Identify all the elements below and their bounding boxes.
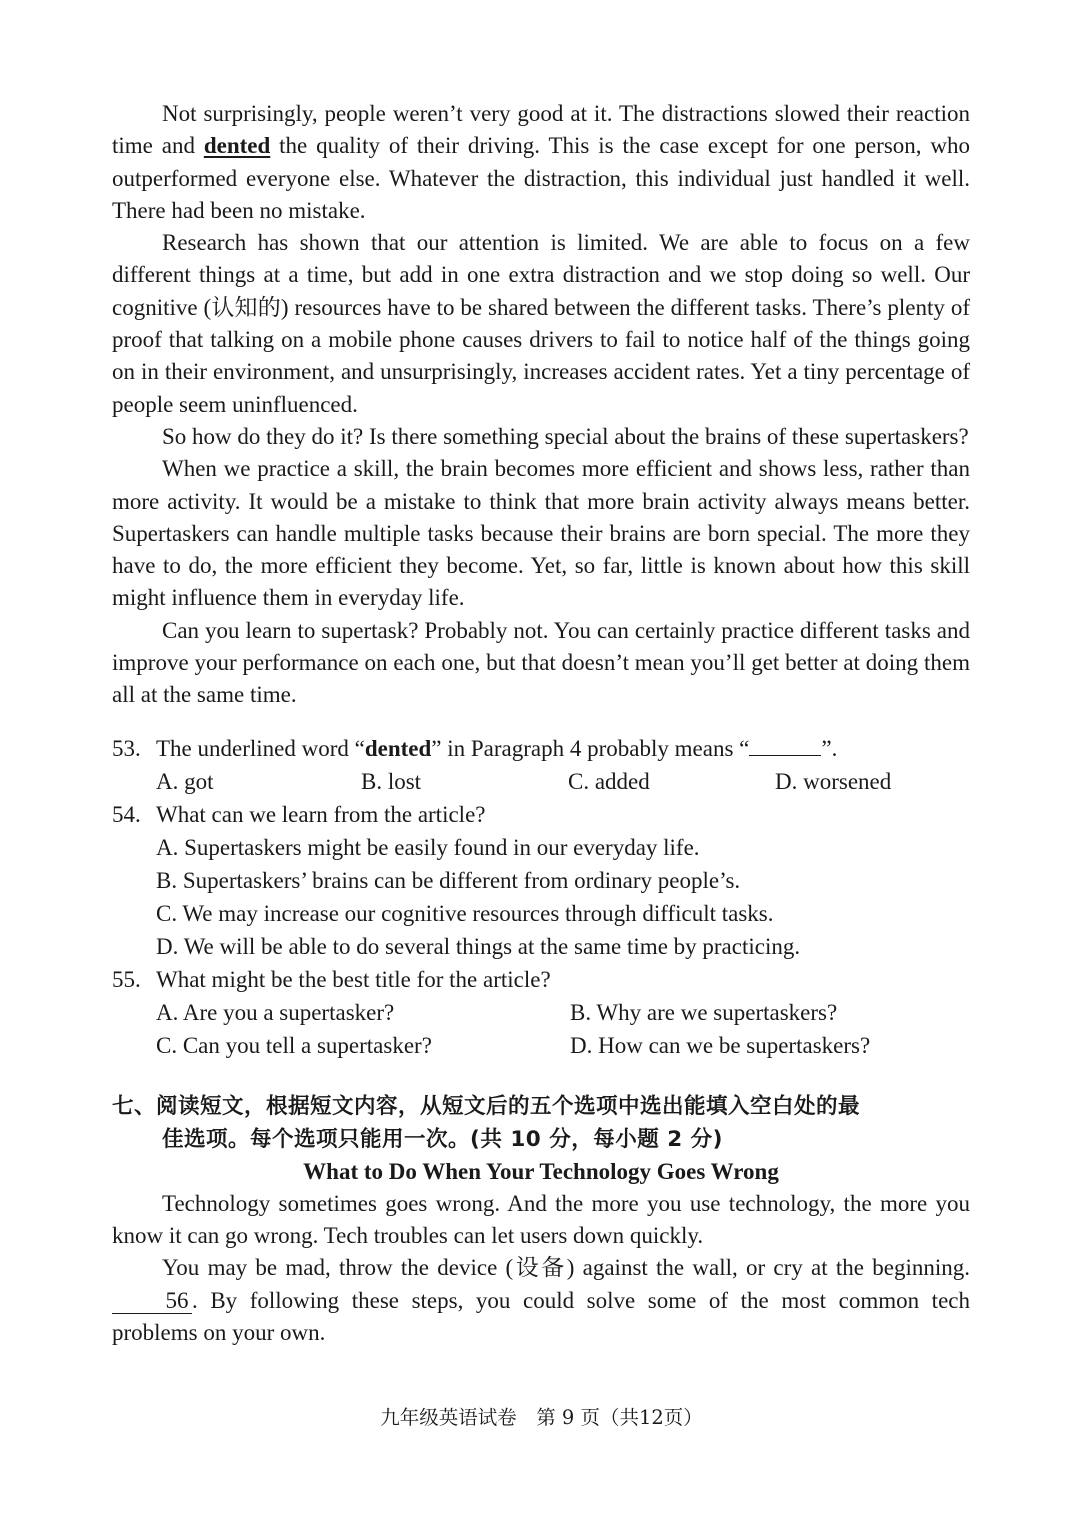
option-d: D. We will be able to do several things at the same time by practicing. (156, 933, 801, 959)
question-55 (112, 963, 970, 1062)
paragraph-6: So how do they do it? Is there something special about the brains of these supertaskers? (162, 423, 969, 449)
question-number: 55. (112, 966, 141, 992)
paragraph-8: Can you learn to supertask? Probably not. You can certainly practice different tasks and improve your performance on each one, but that doesn’t mean you’ll get better at doing them all at the same time. (112, 617, 970, 708)
passage-paragraph-2: You may be mad, throw the device (设备) against the wall, or cry at the beginning. 56 . By following these steps, you could solve some of the most common tech problems on your own. (112, 1255, 970, 1345)
option-a: A. Supertaskers might be easily found in our everyday life. (156, 834, 700, 860)
blank-56: 56 (112, 1289, 192, 1314)
question-list (112, 732, 970, 1062)
option-a: A. got (156, 768, 214, 794)
paragraph-4: Not surprisingly, people weren’t very good at it. The distractions slowed their reaction time and dented the quality of their driving. This is the case except for one person, who outperformed everyone else. Whatever the distraction, this individual just handled it well. There had been no mistake. (112, 101, 970, 223)
answer-blank (749, 735, 821, 756)
underlined-word: dented (203, 133, 271, 159)
passage-title: What to Do When Your Technology Goes Wrong (303, 1158, 779, 1184)
option-b: B. Supertaskers’ brains can be different from ordinary people’s. (156, 867, 741, 893)
question-stem: What might be the best title for the article? (156, 966, 551, 992)
option-c: C. Can you tell a supertasker? (156, 1032, 432, 1058)
question-stem: What can we learn from the article? (156, 801, 486, 827)
passage-paragraph-1: Technology sometimes goes wrong. And the more you use technology, the more you know it can go wrong. Tech troubles can let users down quickly. (112, 1190, 970, 1248)
page-footer: 九年级英语试卷 第 9 页（共12页） (380, 1406, 703, 1429)
section-heading: 七、阅读短文，根据短文内容，从短文后的五个选项中选出能填入空白处的最 佳选项。每个选项只能用一次。(共 10 分，每小题 2 分) (112, 1093, 861, 1152)
question-54 (112, 798, 970, 963)
option-a: A. Are you a supertasker? (156, 999, 395, 1025)
option-b: B. lost (361, 768, 422, 794)
option-c: C. added (568, 768, 650, 794)
option-d: D. worsened (775, 768, 892, 794)
paragraph-7: When we practice a skill, the brain becomes more efficient and shows less, rather than more activity. It would be a mistake to think that more brain activity always means better. Supertaskers can handle multiple tasks because their brains are born special. The more they have to do, the more efficient they become. Yet, so far, little is known about how this skill might influence them in everyday life. (112, 456, 970, 611)
question-stem: The underlined word “dented” in Paragraph 4 probably means “ ”. (156, 735, 838, 761)
option-c: C. We may increase our cognitive resources through difficult tasks. (156, 900, 774, 926)
exam-page (112, 98, 970, 1349)
question-number: 54. (112, 801, 141, 827)
option-b: B. Why are we supertaskers? (570, 999, 838, 1025)
option-d: D. How can we be supertaskers? (570, 1032, 871, 1058)
question-number: 53. (112, 735, 141, 761)
question-53 (112, 732, 970, 798)
paragraph-5: Research has shown that our attention is limited. We are able to focus on a few different things at a time, but add in one extra distraction and we stop doing so well. Our cognitive (认知的) resources have to be shared between the different tasks. There’s plenty of proof that talking on a mobile phone causes drivers to fail to notice half of the things going on in their environment, and unsurprisingly, increases accident rates. Yet a tiny percentage of people seem uninfluenced. (112, 230, 970, 417)
